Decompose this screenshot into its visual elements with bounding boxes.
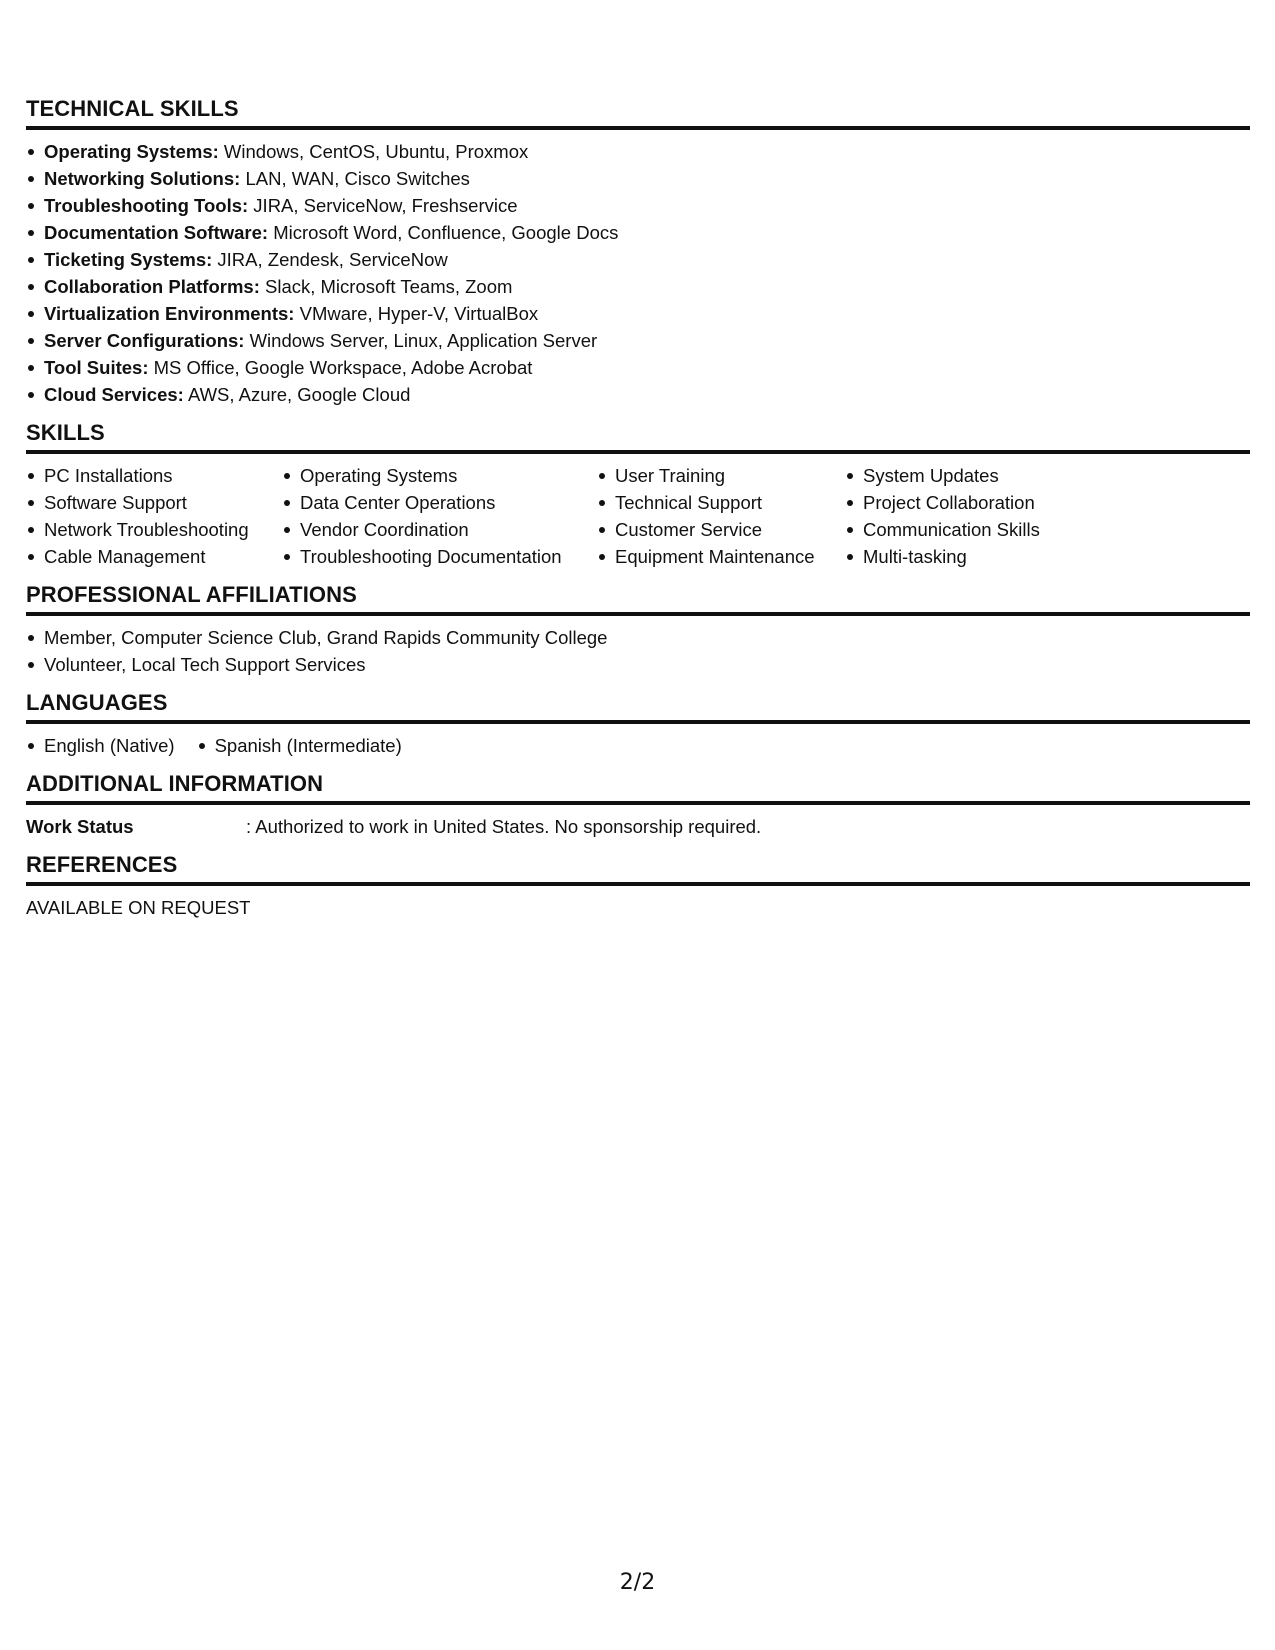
additional-information-heading: ADDITIONAL INFORMATION <box>26 771 1250 805</box>
list-item: PC Installations <box>26 462 282 489</box>
affiliations-heading: PROFESSIONAL AFFILIATIONS <box>26 582 1250 616</box>
list-item <box>26 165 1250 192</box>
references-heading: REFERENCES <box>26 852 1250 886</box>
skills-section <box>26 420 1250 582</box>
list-item <box>26 354 1250 381</box>
list-item: English (Native) <box>26 732 175 759</box>
list-item: Customer Service <box>597 516 845 543</box>
item-label: Operating Systems: <box>44 141 219 162</box>
skills-column-3 <box>597 462 845 570</box>
resume-page <box>26 96 1250 921</box>
list-item: Software Support <box>26 489 282 516</box>
item-label: Cloud Services: <box>44 384 184 405</box>
list-item: Technical Support <box>597 489 845 516</box>
item-label: Virtualization Environments: <box>44 303 295 324</box>
skills-column-1 <box>26 462 282 570</box>
languages-section <box>26 690 1250 771</box>
list-item: Operating Systems <box>282 462 597 489</box>
list-item: Project Collaboration <box>845 489 1105 516</box>
list-item <box>26 192 1250 219</box>
item-value: Windows, CentOS, Ubuntu, Proxmox <box>218 141 529 162</box>
list-item: System Updates <box>845 462 1105 489</box>
list-item <box>26 273 1250 300</box>
item-value: Microsoft Word, Confluence, Google Docs <box>268 222 619 243</box>
references-text: AVAILABLE ON REQUEST <box>26 897 251 918</box>
list-item: Network Troubleshooting <box>26 516 282 543</box>
list-item: Spanish (Intermediate) <box>197 732 402 759</box>
technical-skills-list <box>26 138 1250 408</box>
skills-heading: SKILLS <box>26 420 1250 454</box>
skills-column-2 <box>282 462 597 570</box>
list-item: Cable Management <box>26 543 282 570</box>
item-value: AWS, Azure, Google Cloud <box>183 384 411 405</box>
item-label: Ticketing Systems: <box>44 249 213 270</box>
list-item: Vendor Coordination <box>282 516 597 543</box>
list-item <box>26 327 1250 354</box>
item-label: Tool Suites: <box>44 357 149 378</box>
list-item: Data Center Operations <box>282 489 597 516</box>
list-item: Equipment Maintenance <box>597 543 845 570</box>
list-item: Volunteer, Local Tech Support Services <box>26 651 1250 678</box>
list-item <box>26 219 1250 246</box>
work-status-label: Work Status <box>26 816 134 837</box>
item-label: Server Configurations: <box>44 330 245 351</box>
list-item: Communication Skills <box>845 516 1105 543</box>
item-value: MS Office, Google Workspace, Adobe Acrobat <box>148 357 533 378</box>
work-status-value: : Authorized to work in United States. No sponsorship required. <box>246 816 762 837</box>
list-item: User Training <box>597 462 845 489</box>
list-item <box>26 246 1250 273</box>
skills-column-4 <box>845 462 1105 570</box>
list-item: Member, Computer Science Club, Grand Rapids Community College <box>26 624 1250 651</box>
languages-list <box>26 724 1250 771</box>
technical-skills-heading: TECHNICAL SKILLS <box>26 96 1250 130</box>
affiliations-section <box>26 582 1250 690</box>
list-item: Multi-tasking <box>845 543 1105 570</box>
work-status-row <box>26 805 1250 852</box>
item-label: Troubleshooting Tools: <box>44 195 249 216</box>
skills-grid <box>26 454 1250 582</box>
additional-information-section <box>26 771 1250 852</box>
list-item <box>26 381 1250 408</box>
list-item <box>26 138 1250 165</box>
list-item <box>26 300 1250 327</box>
languages-heading: LANGUAGES <box>26 690 1250 724</box>
item-label: Documentation Software: <box>44 222 269 243</box>
technical-skills-section <box>26 96 1250 420</box>
item-value: JIRA, ServiceNow, Freshservice <box>248 195 518 216</box>
item-value: Windows Server, Linux, Application Server <box>244 330 598 351</box>
page-number: 2/2 <box>619 1570 656 1595</box>
item-label: Networking Solutions: <box>44 168 241 189</box>
item-value: Slack, Microsoft Teams, Zoom <box>259 276 513 297</box>
references-section <box>26 852 1250 921</box>
affiliations-list <box>26 624 1250 678</box>
list-item: Troubleshooting Documentation <box>282 543 597 570</box>
item-value: VMware, Hyper-V, VirtualBox <box>294 303 539 324</box>
item-value: JIRA, Zendesk, ServiceNow <box>212 249 448 270</box>
item-label: Collaboration Platforms: <box>44 276 260 297</box>
item-value: LAN, WAN, Cisco Switches <box>240 168 470 189</box>
